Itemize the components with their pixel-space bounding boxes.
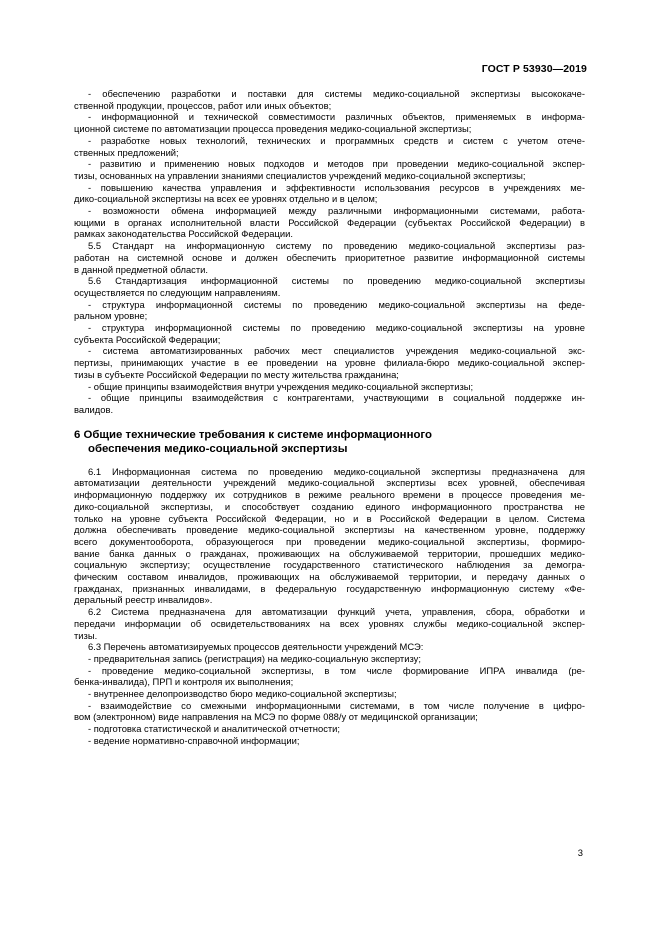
text-line: валидов. — [74, 403, 114, 415]
text-line: - предварительная запись (регистрация) на медико-социальную экспертизу; — [88, 652, 421, 664]
page-number: 3 — [577, 847, 583, 858]
text-line: ющими в органах исполнительной власти Российской Федерации (субъектах Российской Федерации) в — [74, 216, 585, 228]
text-line: тизы в субъекте Российской Федерации по месту жительства гражданина; — [74, 368, 399, 380]
text-line: всего документооборота, образующегося при проведении медико-социальной экспертизы, формиро- — [74, 535, 585, 547]
text-line: информационную поддержку их сотрудников в режиме реального времени в процессе проведения ме- — [74, 489, 585, 501]
text-line: - ведение нормативно-справочной информации; — [88, 734, 300, 746]
section-6-body — [74, 466, 585, 747]
text-line: - взаимодействие со смежными информационными системами, в том числе получение в цифро- — [88, 699, 585, 711]
text-line: ственных предложений; — [74, 146, 179, 158]
document-code-header: ГОСТ Р 53930—2019 — [481, 63, 587, 75]
heading-line: 6 Общие технические требования к системе информационного — [74, 428, 432, 441]
text-line: - структура информационной системы по проведению медико-социальной экспертизы на феде- — [88, 298, 585, 310]
text-line: социальную экспертизу; осуществление государственного статистического наблюдения за демогра- — [74, 559, 585, 571]
text-line: - проведение медико-социальной экспертизы, в том числе формирование ИПРА инвалида (ре- — [88, 664, 585, 676]
text-line: в данной предметной области. — [74, 263, 208, 275]
text-line: дико-социальной экспертизы, и способствует созданию единого информационного пространства не — [74, 500, 585, 512]
text-line: - структура информационной системы по проведению медико-социальной экспертизы на уровне — [88, 322, 585, 334]
text-line: - обеспечению разработки и поставки для системы медико-социальной экспертизы высококаче- — [88, 88, 585, 99]
page-body — [74, 88, 585, 747]
text-line: передачи информации об освидетельствованиях на всех уровнях службы медико-социальной экспер- — [74, 617, 585, 629]
text-line: дико-социальной экспертизы на всех ее уровнях отдельно и в целом; — [74, 193, 378, 205]
text-line: работан на системной основе и должен обеспечить приоритетное развитие информационной системы — [74, 251, 585, 263]
text-line: тизы, основанных на управлении знаниями специалистов учреждений медико-социальной экспертизы; — [74, 169, 526, 181]
text-line: гражданах, признанных инвалидами, в федеральную государственную информационную систему «Фе- — [74, 582, 585, 594]
text-line: вом (электронном) виде направления на МСЭ по форме 088/у от медицинской организации; — [74, 711, 478, 723]
text-line: - внутреннее делопроизводство бюро медико-социальной экспертизы; — [88, 688, 397, 700]
text-line: ционной системе по автоматизации процесса проведения медико-социальной экспертизы; — [74, 123, 472, 135]
text-line: фическим составом инвалидов, проживающих на обслуживаемой территории, и передачу данных о — [74, 571, 585, 583]
text-line: ральном уровне; — [74, 310, 148, 322]
text-line: 5.5 Стандарт на информационную систему по проведению медико-социальной экспертизы раз- — [88, 240, 585, 252]
text-line: тизы. — [74, 629, 98, 641]
text-line: 6.3 Перечень автоматизируемых процессов деятельности учреждений МСЭ: — [88, 641, 424, 653]
text-line: рамках законодательства Российской Федерации. — [74, 228, 293, 240]
section-5-continuation — [74, 88, 585, 416]
text-line: должна обеспечивать проведение медико-социальной экспертизы на качественном уровне, поддержку — [74, 524, 585, 536]
text-line: осуществляется по следующим направлениям. — [74, 286, 281, 298]
text-line: - подготовка статистической и аналитической отчетности; — [88, 723, 341, 735]
text-line: бенка-инвалида), ПРП и контроля их выполнения; — [74, 676, 294, 688]
heading-line: обеспечения медико-социальной экспертизы — [88, 443, 348, 456]
text-line: деральный реестр инвалидов». — [74, 594, 213, 606]
text-line: пертизы, принимающих участие в ее проведении на уровне филиала-бюро медико-социальной экспер- — [74, 357, 585, 369]
text-line: - система автоматизированных рабочих мест специалистов учреждения медико-социальной экс- — [88, 345, 585, 357]
text-line: только на уровне субъекта Российской Федерации, но и в Российской Федерации в целом. Система — [74, 512, 585, 524]
text-line: - общие принципы взаимодействия с контрагентами, участвующими в социальной поддержке ин- — [88, 392, 585, 404]
text-line: вание банка данных о гражданах, проживающих на обслуживаемой территории, прошедших медико- — [74, 547, 585, 559]
text-line: автоматизации деятельности учреждений медико-социальной экспертизы всех уровней, обеспечивая — [74, 477, 585, 489]
section-6-heading — [74, 428, 585, 457]
text-line: 6.1 Информационная система по проведению медико-социальной экспертизы предназначена для — [88, 465, 585, 477]
text-line: - информационной и технической совместимости различных объектов, применяемых в информа- — [88, 111, 585, 123]
text-line: - развитию и применению новых подходов и методов при проведении медико-социальной экспер- — [88, 158, 585, 170]
text-line: - возможности обмена информацией между различными информационными системами, работа- — [88, 205, 585, 217]
text-line: - разработке новых технологий, технических и программных средств и систем с учетом отече- — [88, 134, 585, 146]
text-line: субъекта Российской Федерации; — [74, 333, 221, 345]
text-line: 5.6 Стандартизация информационной системы по проведению медико-социальной экспертизы — [88, 275, 585, 287]
text-line: 6.2 Система предназначена для автоматизации функций учета, управления, сбора, обработки и — [88, 606, 585, 618]
text-line: - общие принципы взаимодействия внутри учреждения медико-социальной экспертизы; — [88, 380, 474, 392]
text-line: ственной продукции, процессов, работ или иных объектов; — [74, 99, 332, 111]
text-line: - повышению качества управления и эффективности использования ресурсов в учреждениях ме- — [88, 181, 585, 193]
